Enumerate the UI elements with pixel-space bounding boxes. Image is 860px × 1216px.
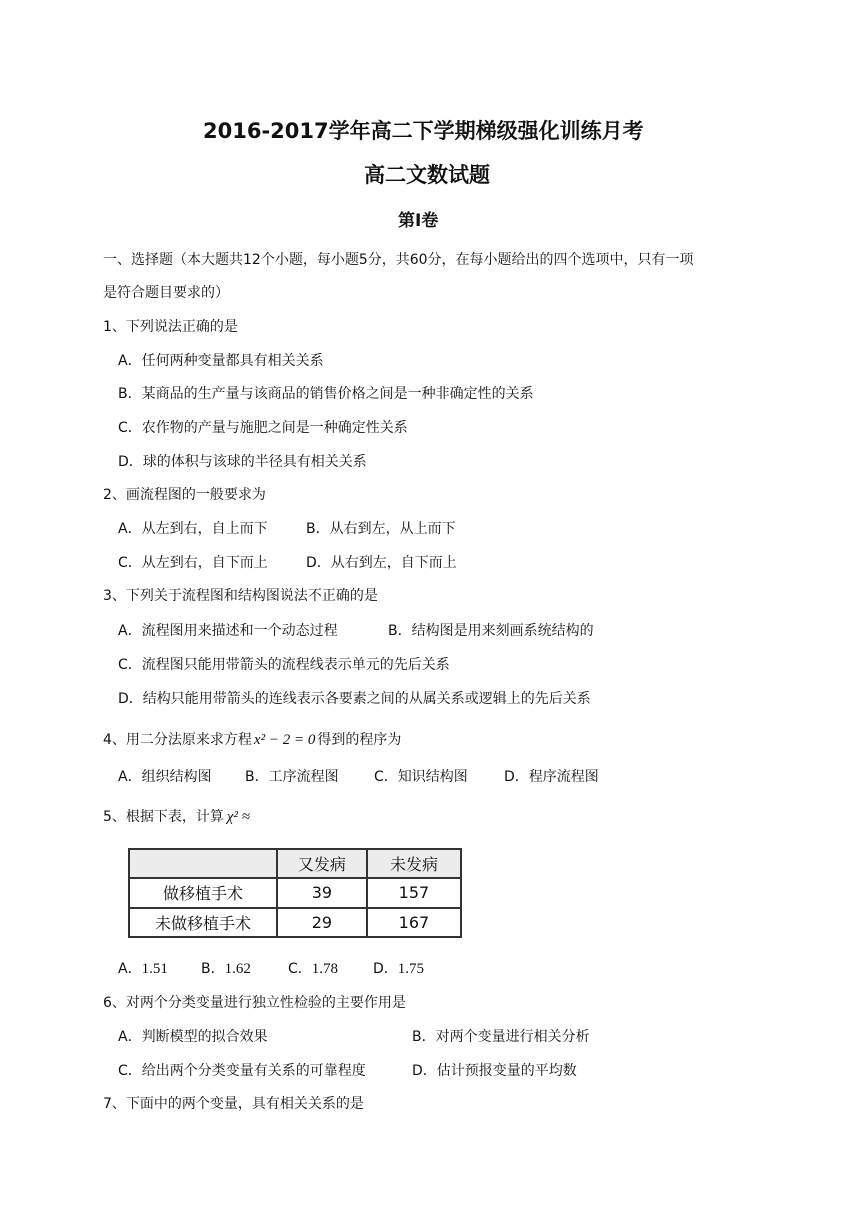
- option-c: [288, 958, 338, 978]
- volume-label: 第Ⅰ卷: [398, 211, 439, 231]
- exam-subtitle: 高二文数试题: [364, 163, 490, 187]
- option-d: D．估计预报变量的平均数: [412, 1063, 577, 1079]
- question-stem: 6、对两个分类变量进行独立性检验的主要作用是: [103, 995, 406, 1011]
- option-d: [373, 958, 424, 978]
- option-a: A．从左到右，自上而下: [118, 521, 268, 537]
- option-a: [118, 958, 168, 978]
- table-row: [129, 878, 461, 907]
- option-a: A．流程图用来描述和一个动态过程: [118, 623, 338, 639]
- option-c: C．知识结构图: [374, 769, 468, 785]
- option-label: B．: [201, 961, 225, 977]
- stem-text: 5、根据下表，计算: [103, 809, 224, 825]
- option-c: C．流程图只能用带箭头的流程线表示单元的先后关系: [118, 657, 450, 673]
- table-cell: 157: [367, 878, 461, 907]
- option-d: D．结构只能用带箭头的连线表示各要素之间的从属关系或逻辑上的先后关系: [118, 691, 591, 707]
- question-stem: 7、下面中的两个变量，具有相关关系的是: [103, 1096, 364, 1112]
- question-stem: 1、下列说法正确的是: [103, 319, 238, 335]
- option-value: 1.75: [397, 961, 425, 977]
- option-value: 1.78: [311, 961, 339, 977]
- option-value: 1.51: [141, 961, 168, 977]
- table-header-cell: 未发病: [367, 849, 461, 878]
- option-c: C．从左到右，自下而上: [118, 555, 268, 571]
- table-cell: 未做移植手术: [129, 908, 277, 937]
- equation: x² − 2 = 0: [253, 732, 316, 748]
- stem-text: 4、用二分法原来求方程: [103, 732, 252, 748]
- option-a: A．判断模型的拟合效果: [118, 1029, 268, 1045]
- question-stem: [103, 806, 250, 826]
- option-d: D．程序流程图: [504, 769, 599, 785]
- stem-text: 得到的程序为: [317, 732, 402, 748]
- option-b: [201, 958, 251, 978]
- section-heading-cont: 是符合题目要求的）: [103, 285, 229, 301]
- chi-square-symbol: χ² ≈: [226, 809, 251, 825]
- option-value: 1.62: [224, 961, 251, 977]
- table-cell: 167: [367, 908, 461, 937]
- option-a: A．组织结构图: [118, 769, 212, 785]
- option-label: C．: [288, 961, 312, 977]
- exam-title: 2016-2017学年高二下学期梯级强化训练月考: [203, 119, 644, 143]
- option-d: D．球的体积与该球的半径具有相关关系: [118, 454, 367, 470]
- option-a: A．任何两种变量都具有相关关系: [118, 353, 324, 369]
- option-label: A．: [118, 961, 142, 977]
- option-label: D．: [373, 961, 398, 977]
- option-d: D．从右到左，自下而上: [306, 555, 457, 571]
- question-stem: 2、画流程图的一般要求为: [103, 487, 266, 503]
- option-b: B．对两个变量进行相关分析: [412, 1029, 590, 1045]
- table-row: [129, 908, 461, 937]
- table-cell: 做移植手术: [129, 878, 277, 907]
- option-b: B．结构图是用来刻画系统结构的: [388, 623, 594, 639]
- option-b: B．工序流程图: [245, 769, 339, 785]
- table-header-cell: [129, 849, 277, 878]
- option-c: C．农作物的产量与施肥之间是一种确定性关系: [118, 420, 408, 436]
- question-stem: 3、下列关于流程图和结构图说法不正确的是: [103, 588, 378, 604]
- table-cell: 29: [277, 908, 367, 937]
- option-b: B．某商品的生产量与该商品的销售价格之间是一种非确定性的关系: [118, 386, 534, 402]
- table-cell: 39: [277, 878, 367, 907]
- section-heading: 一、选择题（本大题共12个小题，每小题5分，共60分，在每小题给出的四个选项中，只有一项: [103, 252, 694, 268]
- question-stem: [103, 729, 401, 749]
- option-b: B．从右到左，从上而下: [306, 521, 456, 537]
- data-table: [128, 848, 462, 938]
- table-header-cell: 又发病: [277, 849, 367, 878]
- table-header-row: [129, 849, 461, 878]
- option-c: C．给出两个分类变量有关系的可靠程度: [118, 1063, 366, 1079]
